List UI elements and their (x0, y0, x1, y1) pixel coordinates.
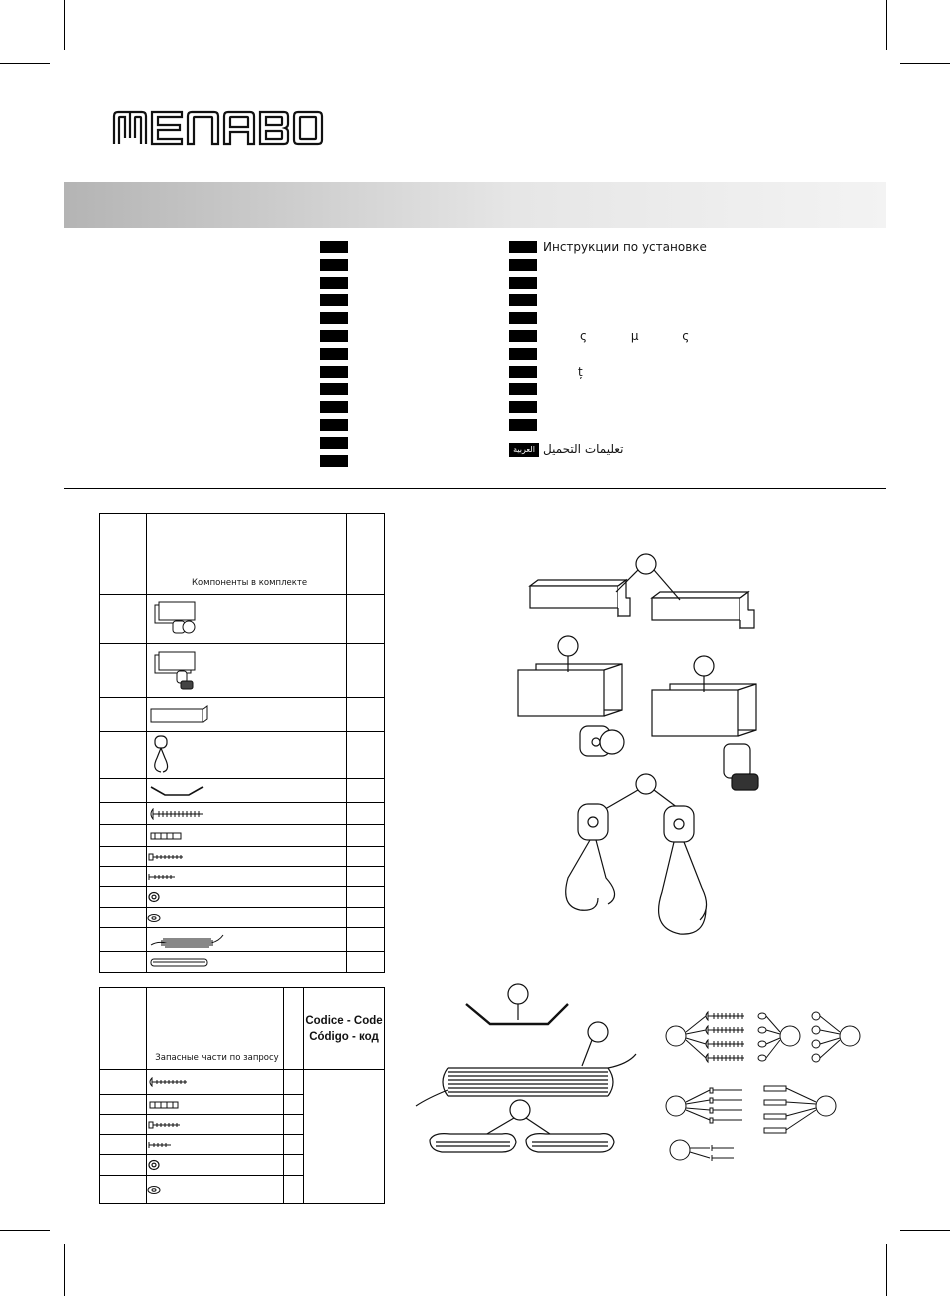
language-marker (509, 330, 537, 342)
washer-icon (147, 1185, 161, 1195)
pulley-hook-icon (147, 734, 177, 776)
bracket-rope-lock-icon (147, 649, 207, 693)
kit-components-table (99, 513, 385, 973)
table-row (100, 803, 385, 825)
language-marker (320, 437, 348, 449)
language-marker (509, 366, 537, 378)
language-label: ț (578, 364, 583, 379)
nut-icon (147, 1159, 161, 1171)
spare-parts-table (99, 987, 385, 1204)
screw-icon (147, 852, 187, 862)
language-marker (320, 241, 348, 253)
language-marker (320, 366, 348, 378)
code-header-cell (304, 988, 385, 1070)
table-row (100, 952, 385, 973)
language-marker (509, 401, 537, 413)
language-marker (509, 348, 537, 360)
strap-icon (147, 956, 211, 968)
language-marker (320, 401, 348, 413)
code-cell (304, 1070, 385, 1204)
table-row (100, 867, 385, 887)
bracket-icon (147, 703, 211, 727)
language-marker (509, 383, 537, 395)
crop-mark (0, 1230, 50, 1231)
crop-mark (886, 0, 887, 50)
language-marker (320, 383, 348, 395)
crop-mark (900, 1230, 950, 1231)
language-label: Инструкции по установке (543, 240, 707, 254)
kit-header-label: Компоненты в комплекте (191, 578, 308, 588)
table-row (100, 908, 385, 928)
table-row (100, 847, 385, 867)
table-row (100, 698, 385, 732)
brackets-pulleys-illustration (510, 548, 780, 948)
language-marker (509, 259, 537, 271)
table-header-cell (147, 988, 284, 1070)
language-marker (509, 277, 537, 289)
code-label-line2: Código - код (309, 1030, 379, 1043)
language-marker (320, 277, 348, 289)
language-label: تعليمات التحميل (543, 441, 624, 456)
wall-anchor-icon (147, 831, 187, 841)
screw-icon (147, 1120, 183, 1130)
washer-icon (147, 913, 161, 923)
crop-mark (900, 63, 950, 64)
rope-icon (147, 931, 227, 949)
short-screw-icon (147, 1141, 173, 1149)
rod-rope-straps-illustration (410, 980, 650, 1170)
language-marker (320, 348, 348, 360)
table-row (100, 595, 385, 644)
language-marker (320, 455, 348, 467)
bent-rod-icon (147, 784, 207, 798)
language-marker (320, 259, 348, 271)
short-screw-icon (147, 873, 177, 881)
language-marker (320, 419, 348, 431)
bracket-pulley-icon (147, 599, 207, 639)
crop-mark (64, 1244, 65, 1296)
hardware-illustration (660, 1004, 870, 1174)
wall-anchor-icon (147, 1100, 183, 1110)
nut-icon (147, 891, 161, 903)
table-row (100, 887, 385, 908)
table-row (100, 1070, 385, 1095)
language-marker (509, 294, 537, 306)
table-row (100, 928, 385, 952)
table-cell (347, 514, 385, 595)
long-screw-icon (147, 808, 207, 820)
long-screw-icon (147, 1077, 191, 1087)
table-cell (100, 514, 147, 595)
table-row (100, 644, 385, 698)
table-header-row (100, 988, 385, 1070)
table-row (100, 825, 385, 847)
code-label-line1: Codice - Code (305, 1014, 383, 1027)
table-header-row (100, 514, 385, 595)
language-label: ς μ ς (580, 329, 690, 343)
language-marker (509, 419, 537, 431)
language-marker (320, 330, 348, 342)
language-marker (320, 312, 348, 324)
title-banner (64, 182, 886, 228)
language-marker (509, 312, 537, 324)
table-row (100, 732, 385, 779)
crop-mark (886, 1244, 887, 1296)
arabic-badge: العربية (509, 443, 539, 457)
crop-mark (0, 63, 50, 64)
language-marker (320, 294, 348, 306)
table-row (100, 779, 385, 803)
crop-mark (64, 0, 65, 50)
section-divider (64, 488, 886, 489)
brand-logo (112, 108, 324, 148)
table-header-cell (147, 514, 347, 595)
language-marker (509, 241, 537, 253)
spare-header-label: Запасные части по запросу (155, 1053, 279, 1063)
